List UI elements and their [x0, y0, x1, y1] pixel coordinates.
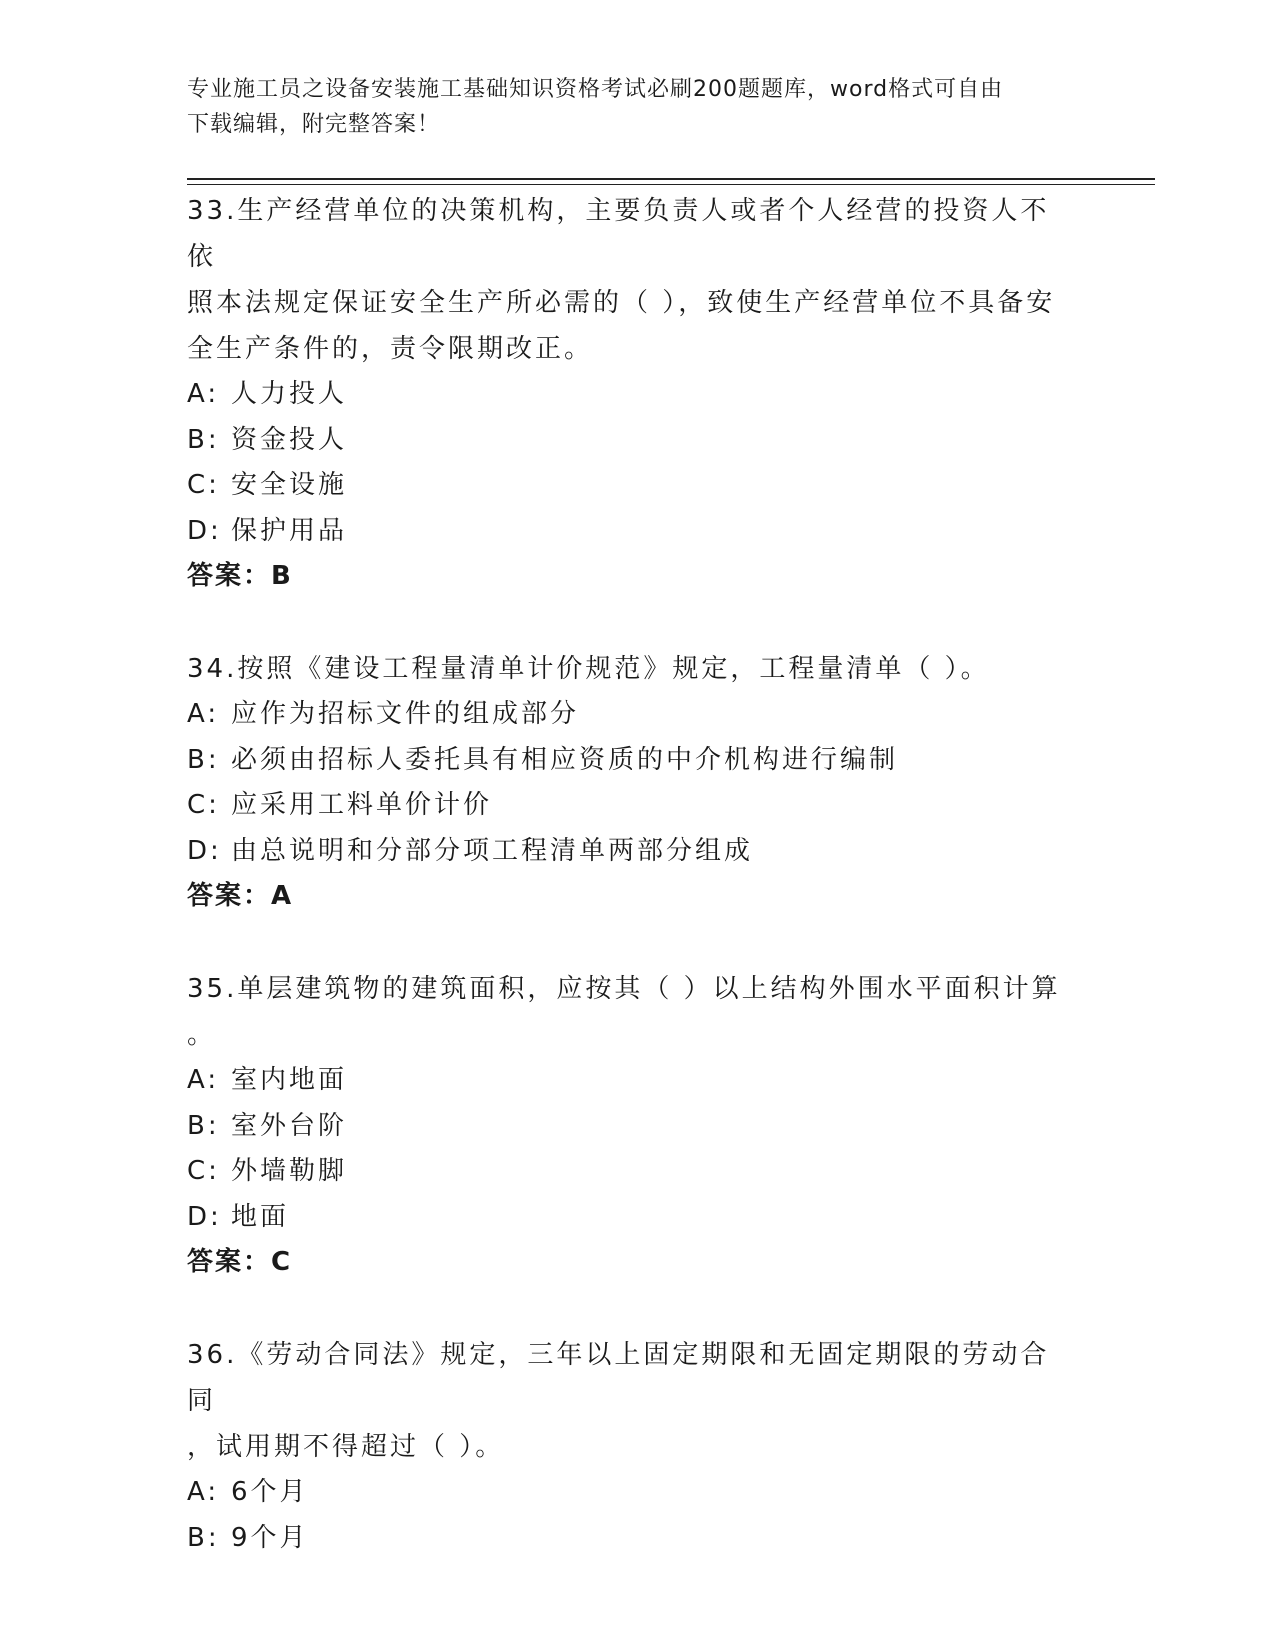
- option-text: 室外台阶: [231, 1110, 348, 1141]
- option-text: 地面: [231, 1201, 290, 1232]
- question-33: [187, 188, 1067, 599]
- option-text: 应作为招标文件的组成部分: [231, 699, 580, 729]
- question-text-line: 35.单层建筑物的建筑面积，应按其（ ）以上结构外围水平面积计算: [187, 974, 1061, 1004]
- option-text: 9个月: [231, 1522, 309, 1553]
- question-text-line: 36.《劳动合同法》规定，三年以上固定期限和无固定期限的劳动合同: [187, 1340, 1050, 1416]
- option-d: [187, 1195, 1067, 1241]
- question-list: [187, 188, 1067, 1561]
- question-text-line: 34.按照《建设工程量清单计价规范》规定，工程量清单（ ）。: [187, 654, 990, 684]
- option-text: 外墙勒脚: [231, 1156, 348, 1186]
- option-key: C:: [187, 1156, 220, 1186]
- option-b: [187, 418, 1067, 464]
- header-rule-thick: [187, 178, 1155, 180]
- question-34: [187, 646, 1067, 919]
- document-header: [187, 72, 1067, 142]
- option-c: [187, 783, 1067, 829]
- option-b: [187, 1104, 1067, 1150]
- option-text: 保护用品: [231, 515, 348, 546]
- option-text: 资金投人: [231, 424, 348, 455]
- option-text: 人力投人: [231, 379, 348, 409]
- question-text-line: 。: [187, 1020, 217, 1050]
- option-key: C:: [187, 790, 220, 820]
- question-35: [187, 966, 1067, 1285]
- option-key: B:: [187, 424, 220, 455]
- question-text-line: ，试用期不得超过（ ）。: [187, 1432, 505, 1462]
- option-text: 应采用工料单价计价: [231, 790, 493, 820]
- option-key: A:: [187, 1065, 220, 1095]
- option-key: A:: [187, 1477, 220, 1507]
- option-text: 由总说明和分部分项工程清单两部分组成: [231, 835, 754, 866]
- option-a: [187, 1058, 1067, 1104]
- option-key: B:: [187, 1522, 220, 1553]
- header-line-2: 下载编辑，附完整答案！: [187, 112, 441, 137]
- option-key: B:: [187, 744, 220, 775]
- option-key: D:: [187, 1201, 222, 1232]
- option-key: C:: [187, 470, 220, 500]
- question-text-line: 全生产条件的，责令限期改正。: [187, 334, 594, 364]
- answer-label: 答案：C: [187, 1247, 293, 1277]
- option-c: [187, 1149, 1067, 1195]
- option-a: [187, 1470, 1067, 1516]
- option-text: 安全设施: [231, 470, 348, 500]
- option-key: A:: [187, 699, 220, 729]
- question-text-line: 照本法规定保证安全生产所必需的（ ），致使生产经营单位不具备安: [187, 288, 1056, 318]
- header-line-1: 专业施工员之设备安装施工基础知识资格考试必刷200题题库，word格式可自由: [187, 77, 1004, 102]
- option-text: 必须由招标人委托具有相应资质的中介机构进行编制: [231, 744, 899, 775]
- option-c: [187, 463, 1067, 509]
- option-a: [187, 692, 1067, 738]
- answer-label: 答案：B: [187, 561, 293, 591]
- option-key: D:: [187, 835, 222, 866]
- option-key: A:: [187, 379, 220, 409]
- option-text: 室内地面: [231, 1065, 348, 1095]
- option-a: [187, 372, 1067, 418]
- option-text: 6个月: [231, 1477, 309, 1507]
- option-key: D:: [187, 515, 222, 546]
- option-d: [187, 829, 1067, 875]
- question-36: [187, 1332, 1067, 1561]
- option-b: [187, 1516, 1067, 1562]
- option-b: [187, 738, 1067, 784]
- header-rule-thin: [187, 184, 1155, 185]
- option-key: B:: [187, 1110, 220, 1141]
- question-text-line: 33.生产经营单位的决策机构，主要负责人或者个人经营的投资人不依: [187, 196, 1050, 272]
- option-d: [187, 509, 1067, 555]
- answer-label: 答案：A: [187, 881, 294, 911]
